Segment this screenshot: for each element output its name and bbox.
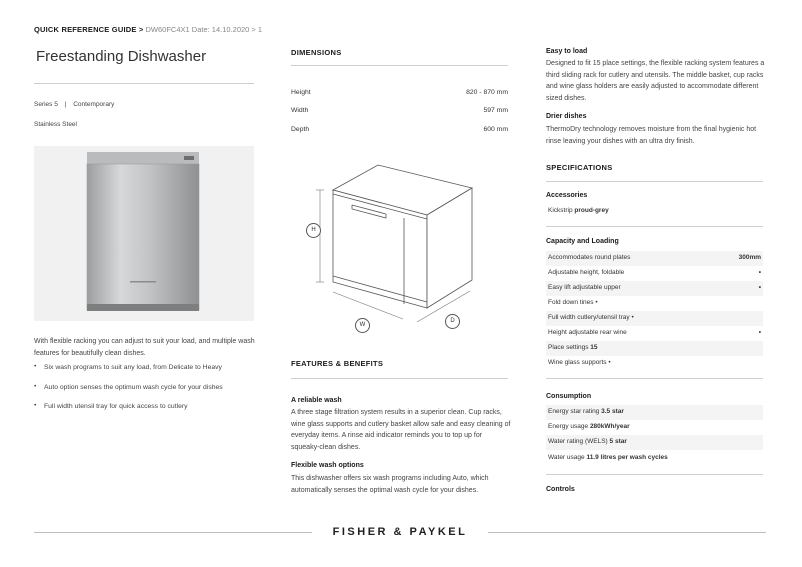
divider (546, 378, 763, 379)
spec-row (546, 326, 763, 341)
list-item: • Auto option senses the optimum wash cycle for your dishes (34, 384, 264, 391)
list-item: • Full width utensil tray for quick access to cutlery (34, 403, 264, 410)
spec-line (548, 344, 598, 351)
breadcrumb-model: DW60FC4X1 (145, 25, 190, 34)
spec-row (546, 341, 763, 356)
spec-value: • (758, 269, 761, 276)
divider (34, 83, 254, 84)
product-intro: With flexible racking you can adjust to suit your load, and multiple wash features for beautifully clean dishes. (34, 338, 255, 357)
spec-row (546, 281, 763, 296)
spec-value: proud-grey (574, 207, 609, 214)
height-marker: H (306, 223, 321, 238)
breadcrumb-date: Date: 14.10.2020 > (191, 25, 256, 34)
spec-label: Water usage (548, 454, 585, 461)
product-series: Series 5 (34, 101, 58, 108)
divider (546, 181, 763, 182)
spec-label: Easy lift adjustable upper (548, 284, 621, 291)
spec-label: Fold down tines • (548, 299, 598, 306)
features-heading: FEATURES & BENEFITS (291, 359, 384, 368)
feature-title: Easy to load (546, 48, 588, 55)
spec-row (546, 451, 763, 466)
spec-group-title: Controls (546, 486, 575, 493)
dimension-label: Width (291, 107, 309, 114)
dimension-label: Height (291, 89, 311, 96)
product-highlights (34, 364, 264, 423)
dimension-row-width (291, 107, 508, 114)
breadcrumb-page: 1 (257, 25, 263, 34)
spec-value: • (758, 329, 761, 336)
spec-row (546, 435, 763, 450)
width-marker: W (355, 318, 370, 333)
spec-row (546, 405, 763, 420)
dimension-value: 597 mm (483, 107, 508, 114)
product-series-line: Series 5 | Contemporary (34, 101, 115, 108)
spec-value: 15 (590, 344, 598, 351)
spec-value: 300mm (738, 254, 761, 261)
dimensions-heading: DIMENSIONS (291, 48, 342, 57)
spec-row (546, 204, 763, 219)
spec-label: Water rating (WELS) (548, 438, 608, 445)
spec-value: 5 star (609, 438, 627, 445)
spec-label: Wine glass supports • (548, 359, 611, 366)
spec-label: Place settings (548, 344, 589, 351)
dimension-row-depth (291, 126, 508, 133)
feature-title: A reliable wash (291, 397, 342, 404)
spec-row (546, 311, 763, 326)
dimension-value: 600 mm (483, 126, 508, 133)
feature-text: Designed to fit 15 place settings, the flexible racking system features a third sliding rack for cutlery and utensils. The middle basket, cup racks and wine glass holders are easily adjusted to accommodate different sized dishes. (546, 60, 765, 102)
divider (546, 226, 763, 227)
spec-group-title: Accessories (546, 192, 588, 199)
spec-group-title: Capacity and Loading (546, 238, 619, 245)
spec-row (546, 420, 763, 435)
spec-line (548, 207, 609, 214)
spec-value: 280kWh/year (589, 423, 630, 430)
dishwasher-photo-icon (34, 146, 254, 321)
spec-label: Accommodates round plates (548, 254, 631, 261)
spec-line (548, 408, 624, 415)
spec-line (548, 454, 668, 461)
spec-row (546, 296, 763, 311)
specifications-heading: SPECIFICATIONS (546, 163, 613, 172)
spec-value: 11.9 litres per wash cycles (586, 454, 668, 461)
spec-label: Height adjustable rear wine (548, 329, 627, 336)
feature-text: ThermoDry technology removes moisture from the final hygienic hot rinse leaving your dishes with an ultra dry finish. (546, 126, 757, 145)
dimension-label: Depth (291, 126, 310, 133)
spec-line (548, 423, 630, 430)
feature-title: Flexible wash options (291, 462, 364, 469)
dimension-row-height (291, 89, 508, 96)
spec-label: Adjustable height, foldable (548, 269, 625, 276)
dimension-value: 820 - 870 mm (466, 89, 508, 96)
product-image (34, 146, 254, 321)
divider (291, 378, 508, 379)
spec-label: Kickstrip (548, 207, 573, 214)
spec-label: Full width cutlery/utensil tray • (548, 314, 634, 321)
feature-title: Drier dishes (546, 113, 587, 120)
spec-row (546, 266, 763, 281)
breadcrumb (34, 25, 262, 34)
feature-text: A three stage filtration system results in a superior clean. Cup racks, wine glass supports and cutlery basket allow safe and easy cleaning of everyday items. A rinse aid indicator reminds you to top up for squeaky-clean dishes. (291, 409, 511, 451)
feature-text: This dishwasher offers six wash programs including Auto, which automatically senses the optimal wash cycle for your dishes. (291, 475, 489, 494)
list-item: • Six wash programs to suit any load, from Delicate to Heavy (34, 364, 264, 371)
breadcrumb-guide: QUICK REFERENCE GUIDE > (34, 25, 144, 34)
spec-row (546, 356, 763, 371)
spec-group-title: Consumption (546, 393, 592, 400)
dimension-diagram (300, 160, 480, 340)
divider (291, 65, 508, 66)
spec-label: Energy usage (548, 423, 589, 430)
spec-value: 3.5 star (601, 408, 624, 415)
page-title: Freestanding Dishwasher (36, 48, 207, 65)
spec-value: • (758, 284, 761, 291)
product-finish: Stainless Steel (34, 121, 77, 128)
spec-row (546, 251, 763, 266)
brand-logo: FISHER & PAYKEL (332, 526, 468, 538)
footer-rule-left (34, 532, 312, 533)
spec-label: Energy star rating (548, 408, 600, 415)
spec-line (548, 438, 627, 445)
footer-rule-right (488, 532, 766, 533)
product-style: Contemporary (73, 101, 115, 108)
divider (546, 474, 763, 475)
depth-marker: D (445, 314, 460, 329)
